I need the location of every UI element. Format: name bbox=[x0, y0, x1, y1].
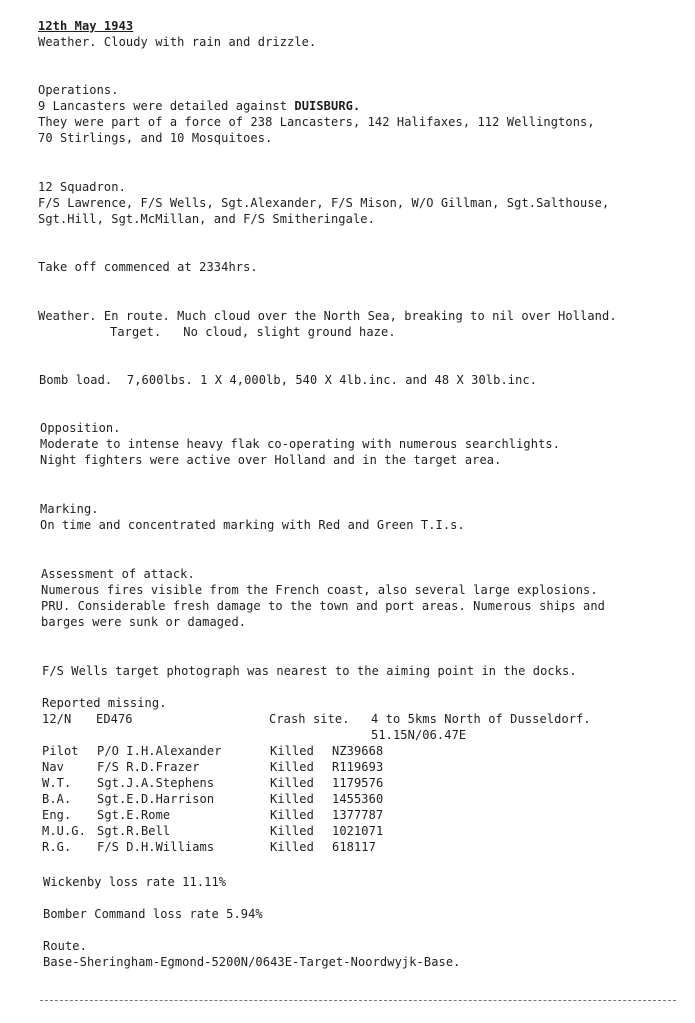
crew-role: W.T. bbox=[42, 776, 72, 790]
assessment-line-1: Numerous fires visible from the French coast, also several large explosions. bbox=[41, 583, 598, 597]
crew-status: Killed bbox=[270, 760, 314, 774]
crew-number: 1455360 bbox=[332, 792, 384, 806]
weather-summary: Weather. Cloudy with rain and drizzle. bbox=[38, 35, 317, 49]
crew-role: Nav bbox=[42, 760, 64, 774]
crew-name: Sgt.J.A.Stephens bbox=[97, 776, 215, 790]
crew-status: Killed bbox=[270, 744, 314, 758]
crew-number: R119693 bbox=[332, 760, 384, 774]
crew-status: Killed bbox=[270, 776, 314, 790]
squadron-heading: 12 Squadron. bbox=[38, 180, 126, 194]
assessment-line-2: PRU. Considerable fresh damage to the town and port areas. Numerous ships and bbox=[41, 599, 605, 613]
opposition-line-2: Night fighters were active over Holland and in the target area. bbox=[40, 453, 502, 467]
crew-number: 1021071 bbox=[332, 824, 384, 838]
aircraft-code: 12/N bbox=[42, 712, 72, 726]
operations-line-1 bbox=[38, 98, 360, 114]
operations-line-1-text: 9 Lancasters were detailed against bbox=[38, 99, 295, 113]
photo-note: F/S Wells target photograph was nearest to the aiming point in the docks. bbox=[42, 664, 577, 678]
weather-route-line-1: Weather. En route. Much cloud over the North Sea, breaking to nil over Holland. bbox=[38, 309, 617, 323]
opposition-heading: Opposition. bbox=[40, 421, 121, 435]
crew-name: F/S D.H.Williams bbox=[97, 840, 215, 854]
crew-name: F/S R.D.Frazer bbox=[97, 760, 200, 774]
marking-heading: Marking. bbox=[40, 502, 99, 516]
crew-status: Killed bbox=[270, 840, 314, 854]
squadron-line-1: F/S Lawrence, F/S Wells, Sgt.Alexander, F/S Mison, W/O Gillman, Sgt.Salthouse, bbox=[38, 196, 610, 210]
takeoff-time: Take off commenced at 2334hrs. bbox=[38, 260, 258, 274]
bomber-command-loss-rate: Bomber Command loss rate 5.94% bbox=[43, 907, 263, 921]
crew-name: Sgt.R.Bell bbox=[97, 824, 171, 838]
crew-number: 1377787 bbox=[332, 808, 384, 822]
entry-date: 12th May 1943 bbox=[38, 19, 134, 33]
crew-name: Sgt.E.Rome bbox=[97, 808, 171, 822]
crew-role: Pilot bbox=[42, 744, 79, 758]
crew-name: P/O I.H.Alexander bbox=[97, 744, 222, 758]
aircraft-serial: ED476 bbox=[96, 712, 133, 726]
route-line: Base-Sheringham-Egmond-5200N/0643E-Target-Noordwyjk-Base. bbox=[43, 955, 461, 969]
squadron-line-2: Sgt.Hill, Sgt.McMillan, and F/S Smitheringale. bbox=[38, 212, 375, 226]
crew-role: R.G. bbox=[42, 840, 72, 854]
crew-number: 618117 bbox=[332, 840, 376, 854]
crash-coords: 51.15N/06.47E bbox=[371, 728, 467, 742]
crash-location: 4 to 5kms North of Dusseldorf. bbox=[371, 712, 591, 726]
crew-status: Killed bbox=[270, 792, 314, 806]
crew-role: Eng. bbox=[42, 808, 72, 822]
crew-number: NZ39668 bbox=[332, 744, 384, 758]
crash-label: Crash site. bbox=[269, 712, 350, 726]
wickenby-loss-rate: Wickenby loss rate 11.11% bbox=[43, 875, 227, 889]
crew-role: M.U.G. bbox=[42, 824, 86, 838]
operations-line-2: They were part of a force of 238 Lancasters, 142 Halifaxes, 112 Wellingtons, bbox=[38, 115, 595, 129]
crew-status: Killed bbox=[270, 808, 314, 822]
operations-heading: Operations. bbox=[38, 83, 119, 97]
crew-role: B.A. bbox=[42, 792, 72, 806]
missing-heading: Reported missing. bbox=[42, 696, 167, 710]
weather-route-line-2: Target. No cloud, slight ground haze. bbox=[110, 325, 396, 339]
page-divider bbox=[40, 1000, 676, 1001]
crew-name: Sgt.E.D.Harrison bbox=[97, 792, 215, 806]
assessment-heading: Assessment of attack. bbox=[41, 567, 195, 581]
route-heading: Route. bbox=[43, 939, 87, 953]
crew-number: 1179576 bbox=[332, 776, 384, 790]
marking-line-1: On time and concentrated marking with Red and Green T.I.s. bbox=[40, 518, 465, 532]
opposition-line-1: Moderate to intense heavy flak co-operating with numerous searchlights. bbox=[40, 437, 561, 451]
operations-line-3: 70 Stirlings, and 10 Mosquitoes. bbox=[38, 131, 273, 145]
bomb-load: Bomb load. 7,600lbs. 1 X 4,000lb, 540 X 4lb.inc. and 48 X 30lb.inc. bbox=[39, 373, 538, 387]
assessment-line-3: barges were sunk or damaged. bbox=[41, 615, 247, 629]
operations-target: DUISBURG. bbox=[294, 99, 361, 113]
crew-status: Killed bbox=[270, 824, 314, 838]
